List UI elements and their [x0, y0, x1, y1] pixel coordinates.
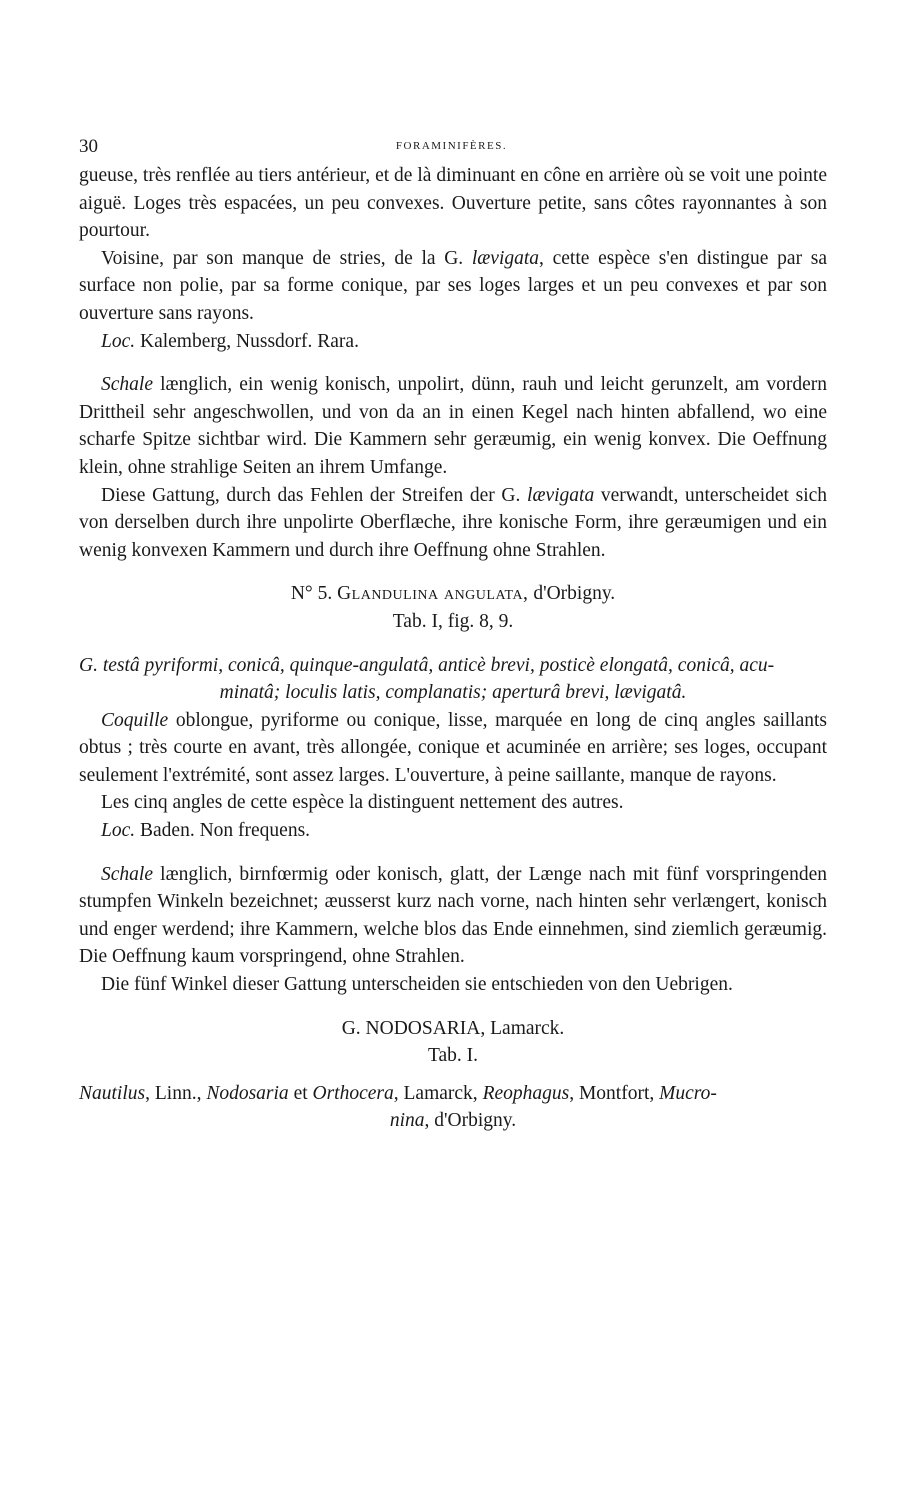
- synonymy-line: Nautilus, Linn., Nodosaria et Orthocera, Lamarck, Reophagus, Montfort, Mucro-: [79, 1082, 717, 1104]
- paragraph-comparison-fr: Voisine, par son manque de stries, de la G. lævigata, cette espèce s'en distingue par sa surface non polie, par sa forme conique, par ses loges larges et un peu convexes et par son ouverture sans rayons.: [79, 247, 827, 324]
- genus-heading: G. NODOSARIA, Lamarck.: [341, 1017, 565, 1039]
- locality-line: Loc. Baden. Non frequens.: [101, 820, 311, 842]
- paragraph-description-fr: Coquille oblongue, pyriforme ou conique, lisse, marquée en long de cinq angles saillants obtus ; très courte en avant, très allongée, conique et acuminée en arrière; ses loges, occupant seulement l'extrémité, sont assez larges. L'ouverture, à peine saillante, manque de rayons.: [79, 709, 827, 786]
- latin-diagnosis: G. testâ pyriformi, conicâ, quinque-angulatâ, anticè brevi, posticè elongatâ, conicâ, acu- minatâ; loculis latis, complanatis; aperturâ brevi, lævigatâ.: [79, 654, 775, 704]
- species-heading: N° 5. Glandulina angulata, d'Orbigny.: [290, 583, 616, 605]
- page-number: 30: [79, 136, 98, 157]
- paragraph-continuation: gueuse, très renflée au tiers antérieur, et de là diminuant en cône en arrière où se voit une pointe aiguë. Loges très espacées, un peu convexes. Ouverture petite, sans côtes rayonnantes à son pourtour.: [79, 165, 827, 242]
- genus-plate-reference: Tab. I.: [427, 1045, 479, 1067]
- running-head: FORAMINIFÈRES.: [395, 140, 508, 152]
- paragraph-description-de-2: Schale længlich, birnfœrmig oder konisch, glatt, der Længe nach mit fünf vorspringenden stumpfen Winkeln bezeichnet; æusserst kurz nach vorne, nach hinten sehr verlængert, konisch und enger werdend; ihre Kammern, welche blos das Ende einnehmen, sind ziemlich geræumig. Die Oeffnung kaum vorspringend, ohne Strahlen.: [79, 863, 827, 968]
- page-body: [79, 162, 827, 1135]
- locality-line: Loc. Kalemberg, Nussdorf. Rara.: [101, 330, 359, 352]
- paragraph-description-de: Schale længlich, ein wenig konisch, unpolirt, dünn, rauh und leicht gerunzelt, am vordern Drittheil sehr angeschwollen, und von da an in einen Kegel nach hinten abfallend, wo eine scharfe Spitze sichtbar wird. Die Kammern sehr geræumig, ein wenig konvex. Die Oeffnung klein, ohne strahlige Seiten an ihrem Umfange.: [79, 374, 827, 478]
- paragraph-remark-de: Die fünf Winkel dieser Gattung unterscheiden sie entschieden von den Uebrigen.: [101, 974, 733, 996]
- species-plate-reference: Tab. I, fig. 8, 9.: [392, 610, 514, 632]
- paragraph-remark-fr: Les cinq angles de cette espèce la distinguent nettement des autres.: [101, 792, 624, 814]
- paragraph-comparison-de: Diese Gattung, durch das Fehlen der Streifen der G. lævigata verwandt, unterscheidet sich von derselben durch ihre unpolirte Oberflæche, ihre konische Form, ihre geræumigen und ein wenig konvexen Kammern und durch ihre Oeffnung ohne Strahlen.: [79, 484, 828, 561]
- page-header: [79, 136, 824, 158]
- synonymy-line-continuation: nina, d'Orbigny.: [389, 1110, 517, 1132]
